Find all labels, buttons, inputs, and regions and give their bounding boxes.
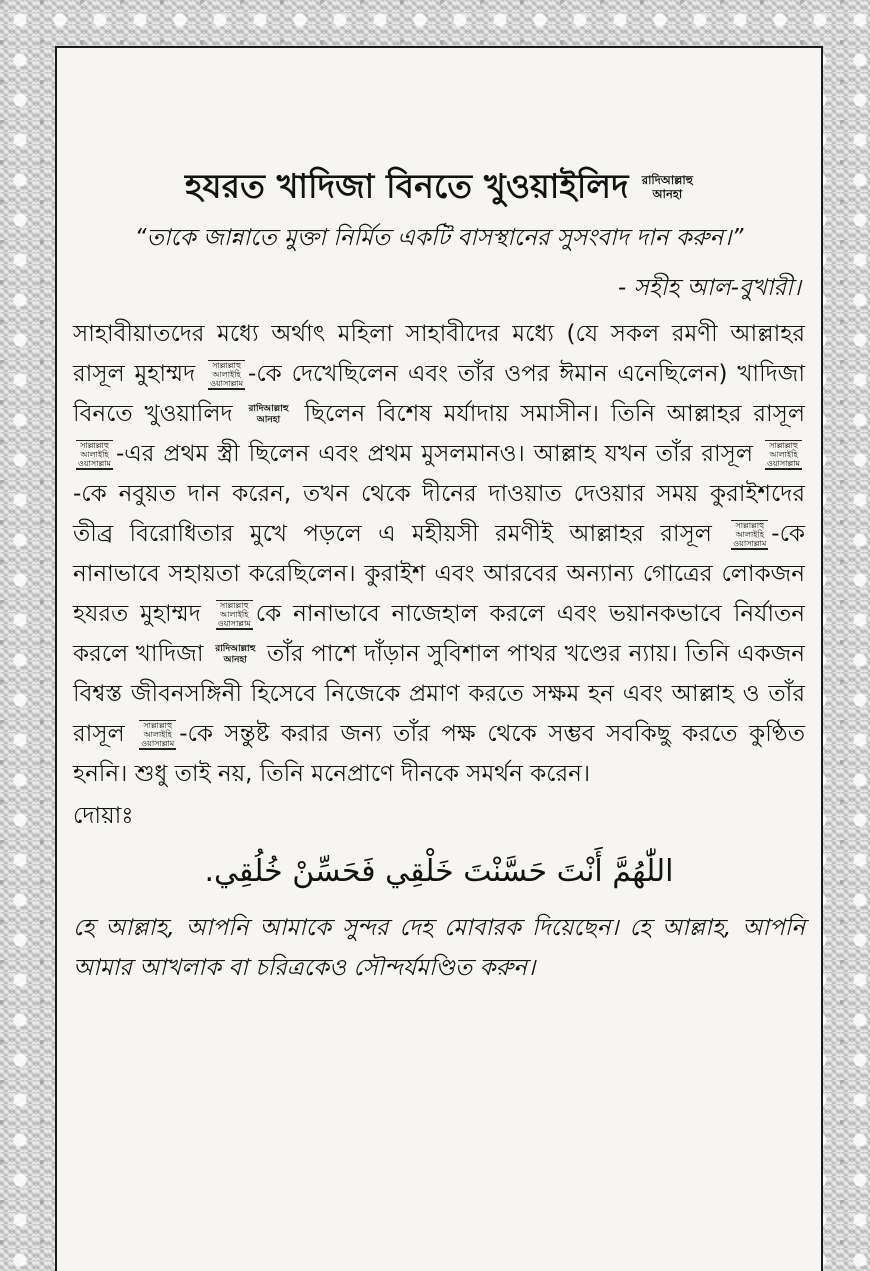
salawat-seal-icon: সাল্লাল্লাহু আলাইহি ওয়াসাল্লাম (217, 600, 251, 628)
body-segment-6: -কে নানাভাবে সহায়তা করেছিলেন। কুরাইশ এবং আরবের অন্যান্য গোত্রের লোকজন হযরত মুহাম্মদ (73, 521, 805, 627)
hadith-quote: “তাকে জান্নাতে মুক্তা নির্মিত একটি বাসস্থানের সুসংবাদ দান করুন।” (134, 225, 744, 251)
radiallahu-anha-icon: রাদিআল্লাহু আনহা (248, 403, 289, 425)
salawat-seal-icon: সাল্লাল্লাহু আলাইহি ওয়াসাল্লাম (767, 440, 800, 468)
hadith-source: - সহীহ আল-বুখারী। (617, 275, 801, 301)
title-honorific (642, 173, 693, 201)
body-segment-3: ছিলেন বিশেষ মর্যাদায় সমাসীন। তিনি আল্লাহর রাসূল (304, 401, 806, 427)
title-row (73, 164, 805, 208)
body-segment-7: কে নানাভাবে নাজেহাল করলে এবং ভয়ানকভাবে নির্যাতন করলে খাদিজা (73, 601, 805, 667)
salawat-seal-icon: সাল্লাল্লাহু আলাইহি ওয়াসাল্লাম (141, 720, 175, 748)
dua-translation: হে আল্লাহ, আপনি আমাকে সুন্দর দেহ মোবারক দিয়েছেন। হে আল্লাহ, আপনি আমার আখলাক বা চরিত্রকেও সৌন্দর্যমণ্ডিত করুন। (73, 915, 805, 981)
body-segment-2: -কে দেখেছিলেন এবং তাঁর ওপর ঈমান এনেছিলেন) খাদিজা বিনতে খুওয়ালিদ (73, 361, 806, 427)
body-segment-5: -কে নবুয়ত দান করেন, তখন থেকে দীনের দাওয়াত দেওয়ার সময় কুরাইশদের তীব্র বিরোধিতার মুখে পড়লে এ মহীয়সী রমণীই আল্লাহর রাসূল (73, 481, 805, 547)
honorific-line-1: রাদিআল্লাহু (641, 172, 694, 187)
body-segment-4: -এর প্রথম স্ত্রী ছিলেন এবং প্রথম মুসলমানও। আল্লাহ যখন তাঁর রাসূল (115, 441, 754, 467)
salawat-seal-icon: সাল্লাল্লাহু আলাইহি ওয়াসাল্লাম (210, 360, 244, 388)
body-segment-8: তাঁর পাশে দাঁড়ান সুবিশাল পাথর খণ্ডের ন্যায়। তিনি একজন বিশ্বস্ত জীবনসঙ্গিনী হিসেবে নিজেকে প্রমাণ করতে সক্ষম হন এবং আল্লাহ ও তাঁর রাসূল (73, 641, 806, 747)
body-segment-1: সাহাবীয়াতদের মধ্যে অর্থাৎ মহিলা সাহাবীদের মধ্যে (যে সকল রমণী আল্লাহর রাসূল মুহাম্মদ (73, 321, 805, 387)
arabic-dua: اللّٰهُمَّ أَنْتَ حَسَّنْتَ خَلْقِي فَحَسِّنْ خُلُقِي. (204, 854, 674, 889)
page-panel (55, 46, 823, 1271)
dua-label: দোয়াঃ (73, 803, 134, 829)
radiallahu-anha-icon: রাদিআল্লাহু আনহা (215, 643, 256, 665)
page-title: হযরত খাদিজা বিনতে খুওয়াইলিদ (184, 166, 629, 206)
salawat-seal-icon: সাল্লাল্লাহু আলাইহি ওয়াসাল্লাম (733, 520, 767, 548)
body-paragraph (73, 314, 805, 794)
salawat-seal-icon: সাল্লাল্লাহু আলাইহি ওয়াসাল্লাম (78, 440, 111, 468)
body-segment-9: -কে সন্তুষ্ট করার জন্য তাঁর পক্ষ থেকে সম্ভব সবকিছু করতে কুণ্ঠিত হননি। শুধু তাই নয়, তিনি মনেপ্রাণে দীনকে সমর্থন করেন। (73, 721, 806, 787)
honorific-line-2: আনহা (652, 186, 683, 201)
